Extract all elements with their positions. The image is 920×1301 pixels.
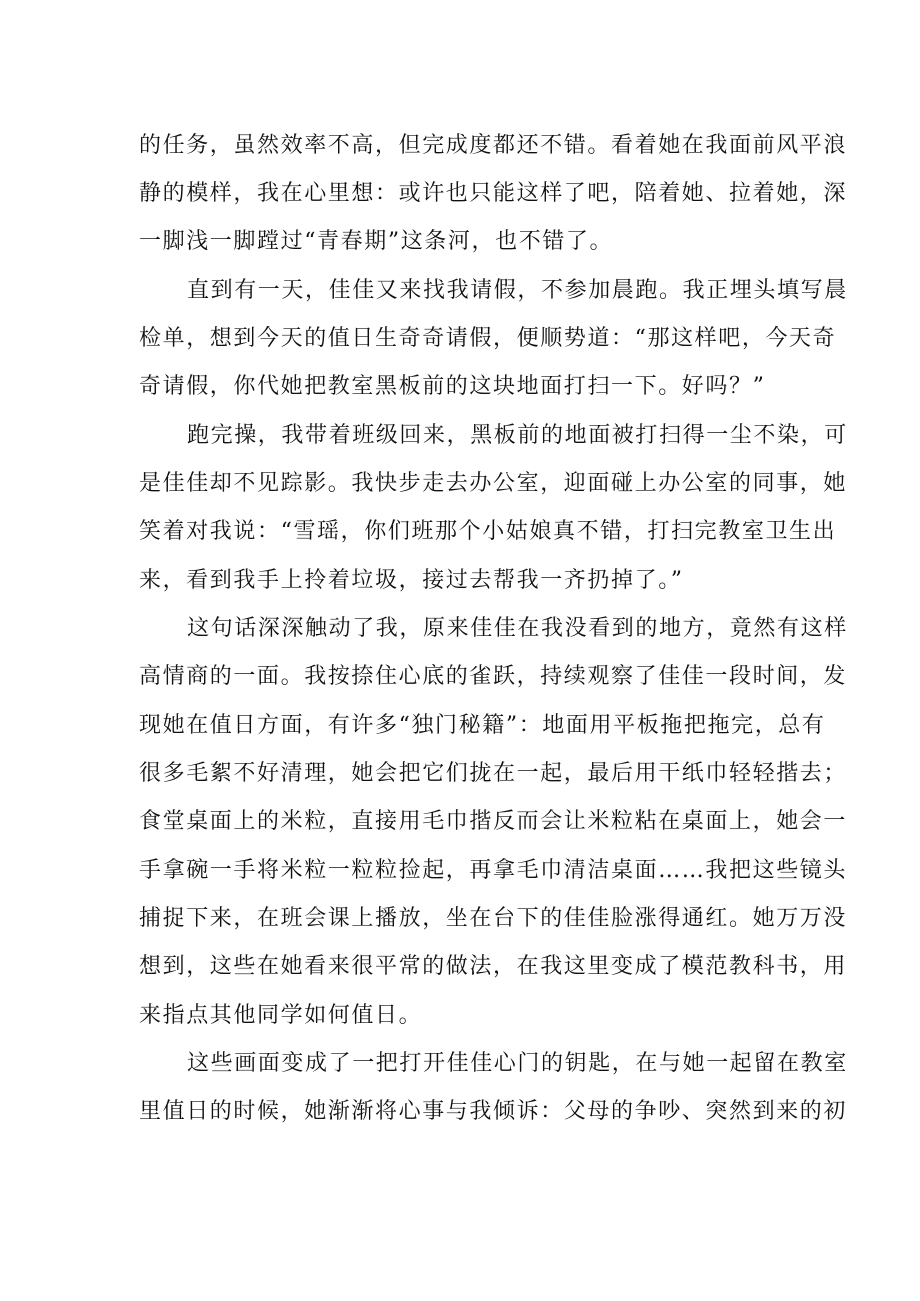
paragraph-start-line: 跑完操，我带着班级回来，黑板前的地面被打扫得一尘不染，可 <box>187 423 848 448</box>
paragraph-start-line: 直到有一天，佳佳又来找我请假，不参加晨跑。我正埋头填写晨 <box>187 278 848 303</box>
text-line: 来指点其他同学如何值日。 <box>139 1003 423 1028</box>
text-line: 的任务，虽然效率不高，但完成度都还不错。看着她在我面前风平浪 <box>139 133 848 158</box>
text-line: 想到，这些在她看来很平常的做法，在我这里变成了模范教科书，用 <box>139 954 848 979</box>
text-line: 里值日的时候，她渐渐将心事与我倾诉：父母的争吵、突然到来的初 <box>139 1099 848 1124</box>
text-line: 食堂桌面上的米粒，直接用毛巾揩反而会让米粒粘在桌面上，她会一 <box>139 809 848 834</box>
text-line: 手拿碗一手将米粒一粒粒捡起，再拿毛巾清洁桌面……我把这些镜头 <box>139 858 848 883</box>
paragraph-start-line: 这些画面变成了一把打开佳佳心门的钥匙，在与她一起留在教室 <box>187 1051 848 1076</box>
text-line: 很多毛絮不好清理，她会把它们拢在一起，最后用干纸巾轻轻揩去； <box>139 761 848 786</box>
text-line: 高情商的一面。我按捺住心底的雀跃，持续观察了佳佳一段时间，发 <box>139 664 848 689</box>
text-line: 是佳佳却不见踪影。我快步走去办公室，迎面碰上办公室的同事，她 <box>139 471 848 496</box>
text-line: 现她在值日方面，有许多“独门秘籍”：地面用平板拖把拖完，总有 <box>139 713 826 738</box>
text-line: 笑着对我说：“雪瑶，你们班那个小姑娘真不错，打扫完教室卫生出 <box>139 519 837 544</box>
text-line: 一脚浅一脚蹚过“青春期”这条河，也不错了。 <box>139 229 614 254</box>
text-line: 检单，想到今天的值日生奇奇请假，便顺势道：“那这样吧，今天奇 <box>139 326 837 351</box>
text-line: 奇请假，你代她把教室黑板前的这块地面打扫一下。好吗？” <box>139 374 766 399</box>
paragraph-start-line: 这句话深深触动了我，原来佳佳在我没看到的地方，竟然有这样 <box>187 616 848 641</box>
text-line: 来，看到我手上拎着垃圾，接过去帮我一齐扔掉了。” <box>139 568 684 593</box>
text-line: 捕捉下来，在班会课上播放，坐在台下的佳佳脸涨得通红。她万万没 <box>139 906 848 931</box>
text-line: 静的模样，我在心里想：或许也只能这样了吧，陪着她、拉着她，深 <box>139 181 848 206</box>
